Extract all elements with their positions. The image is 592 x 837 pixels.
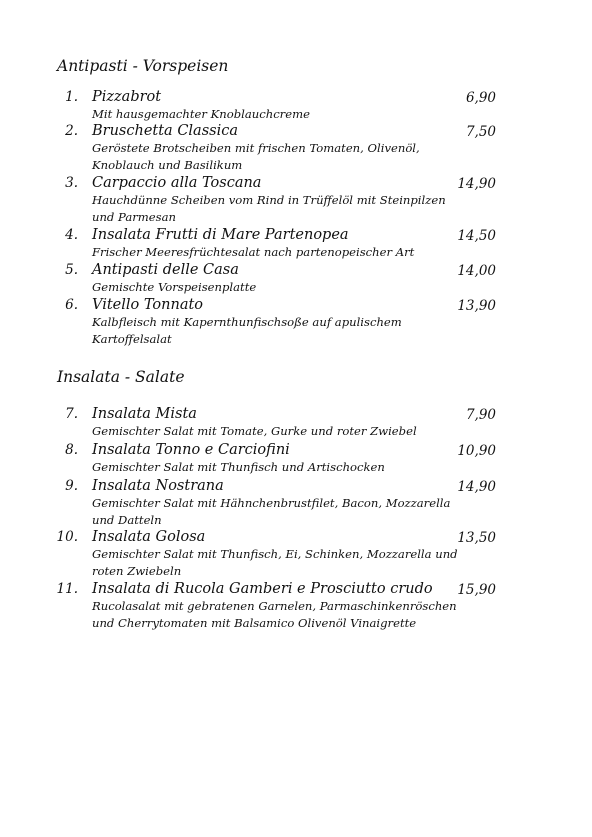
item-price: 14,50	[457, 228, 496, 244]
item-description: Gemischter Salat mit Tomate, Gurke und roter Zwiebel	[92, 424, 417, 438]
item-description: Gemischter Salat mit Thunfisch und Artischocken	[92, 460, 385, 474]
item-price: 6,90	[465, 90, 496, 106]
item-price: 13,50	[457, 530, 496, 546]
item-number: 7.	[65, 406, 78, 422]
item-name: Insalata Tonno e Carciofini	[92, 442, 290, 458]
item-price: 14,00	[457, 263, 496, 279]
item-price: 10,90	[457, 443, 496, 459]
item-name: Antipasti delle Casa	[92, 262, 239, 278]
section-title-antipasti: Antipasti - Vorspeisen	[57, 57, 229, 75]
item-number: 6.	[65, 297, 78, 313]
item-name: Insalata Golosa	[92, 529, 206, 545]
item-price: 15,90	[457, 582, 496, 598]
item-description: Frischer Meeresfrüchtesalat nach partenopeischer Art	[92, 245, 415, 259]
item-number: 1.	[65, 89, 78, 105]
item-name: Pizzabrot	[92, 89, 162, 105]
item-price: 14,90	[457, 176, 496, 192]
item-number: 8.	[65, 442, 78, 458]
item-description: Geröstete Brotscheiben mit frischen Tomaten, Olivenöl, Knoblauch und Basilikum	[92, 141, 420, 172]
item-name: Insalata Frutti di Mare Partenopea	[92, 227, 349, 243]
item-number: 11.	[56, 581, 78, 597]
item-description: Rucolasalat mit gebratenen Garnelen, Parmaschinkenröschen und Cherrytomaten mit Balsamico Olivenöl Vinaigrette	[92, 599, 457, 630]
item-number: 9.	[65, 478, 78, 494]
item-description: Gemischter Salat mit Hähnchenbrustfilet, Bacon, Mozzarella und Datteln	[92, 496, 451, 527]
item-description: Mit hausgemachter Knoblauchcreme	[92, 107, 310, 121]
item-price: 14,90	[457, 479, 496, 495]
item-price: 7,90	[465, 407, 496, 423]
item-number: 10.	[56, 529, 78, 545]
item-number: 2.	[65, 123, 78, 139]
item-name: Insalata Nostrana	[92, 478, 224, 494]
item-name: Carpaccio alla Toscana	[92, 175, 262, 191]
item-number: 3.	[65, 175, 78, 191]
item-price: 13,90	[457, 298, 496, 314]
item-description: Gemischte Vorspeisenplatte	[92, 280, 257, 294]
item-price: 7,50	[465, 124, 496, 140]
item-description: Kalbfleisch mit Kapernthunfischsoße auf apulischem Kartoffelsalat	[92, 315, 402, 346]
item-name: Insalata Mista	[92, 406, 197, 422]
item-name: Vitello Tonnato	[92, 297, 204, 313]
item-name: Bruschetta Classica	[92, 123, 238, 139]
item-description: Hauchdünne Scheiben vom Rind in Trüffelöl mit Steinpilzen und Parmesan	[92, 193, 446, 224]
item-number: 5.	[65, 262, 78, 278]
item-name: Insalata di Rucola Gamberi e Prosciutto crudo	[92, 581, 433, 597]
item-number: 4.	[65, 227, 78, 243]
item-description: Gemischter Salat mit Thunfisch, Ei, Schinken, Mozzarella und roten Zwiebeln	[92, 547, 458, 578]
section-title-insalata: Insalata - Salate	[57, 368, 185, 386]
